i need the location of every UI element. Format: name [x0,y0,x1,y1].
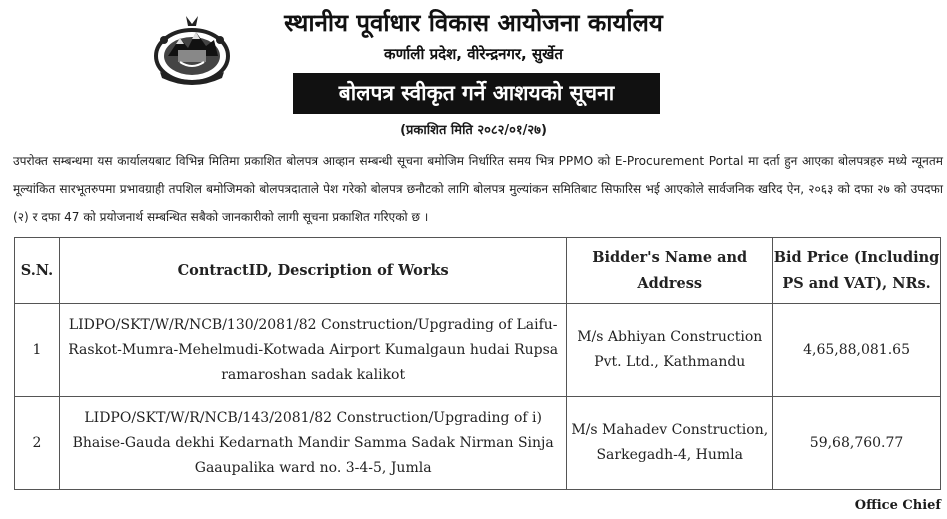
table-row [15,304,941,397]
publish-date: (प्रकाशित मिति २०८२/०१/२७) [400,123,547,138]
row-sn: 2 [15,397,60,490]
office-title: स्थानीय पूर्वाधार विकास आयोजना कार्यालय [284,9,663,37]
office-address: कर्णाली प्रदेश, वीरेन्द्रनगर, सुर्खेत [384,45,563,63]
bid-table [14,237,941,490]
row-description: LIDPO/SKT/W/R/NCB/130/2081/82 Construction/Upgrading of Laifu- Raskot-Mumra-Mehelmudi-Kotwada Airport Kumalgaun hudai Rupsa ramaroshan sadak kalikot [59,304,566,397]
row-bidder: M/s Mahadev Construction, Sarkegadh-4, Humla [567,397,773,490]
header-contract: ContractID, Description of Works [59,238,566,304]
row-price: 59,68,760.77 [773,397,941,490]
table-header-row [15,238,941,304]
header-bidder: Bidder's Name and Address [567,238,773,304]
header-price: Bid Price (Including PS and VAT), NRs. [773,238,941,304]
table-row [15,397,941,490]
notice-body-text: उपरोक्त सम्बन्धमा यस कार्यालयबाट विभिन्न मितिमा प्रकाशित बोलपत्र आव्हान सम्बन्धी सूचना बमोजिम निर्धारित समय भित्र PPMO को E-Procurement Portal मा दर्ता हुन आएका बोलपत्रहरु मध्ये न्यूनतम मूल्यांकित सारभूतरुपमा प्रभावग्राही तपशिल बमोजिमको बोलपत्रदाताले पेश गरेको बोलपत्र छनौटको लागि बोलपत्र मुल्यांकन समितिबाट सिफारिस भई आएकोले सार्वजनिक खरिद ऐन, २०६३ को दफा २७ को उपदफा (२) र दफा 47 को प्रयोजनार्थ सम्बन्धित सबैको जानकारीको लागी सूचना प्रकाशित गरिएको छ । [13,154,943,224]
notice-heading: बोलपत्र स्वीकृत गर्ने आशयको सूचना [293,73,660,114]
header-sn: S.N. [15,238,60,304]
row-price: 4,65,88,081.65 [773,304,941,397]
row-bidder: M/s Abhiyan Construction Pvt. Ltd., Kathmandu [567,304,773,397]
row-description: LIDPO/SKT/W/R/NCB/143/2081/82 Construction/Upgrading of i) Bhaise-Gauda dekhi Kedarnath Mandir Samma Sadak Nirman Sinja Gaaupalika ward no. 3-4-5, Jumla [59,397,566,490]
signature-office-chief: Office Chief [854,498,941,513]
row-sn: 1 [15,304,60,397]
